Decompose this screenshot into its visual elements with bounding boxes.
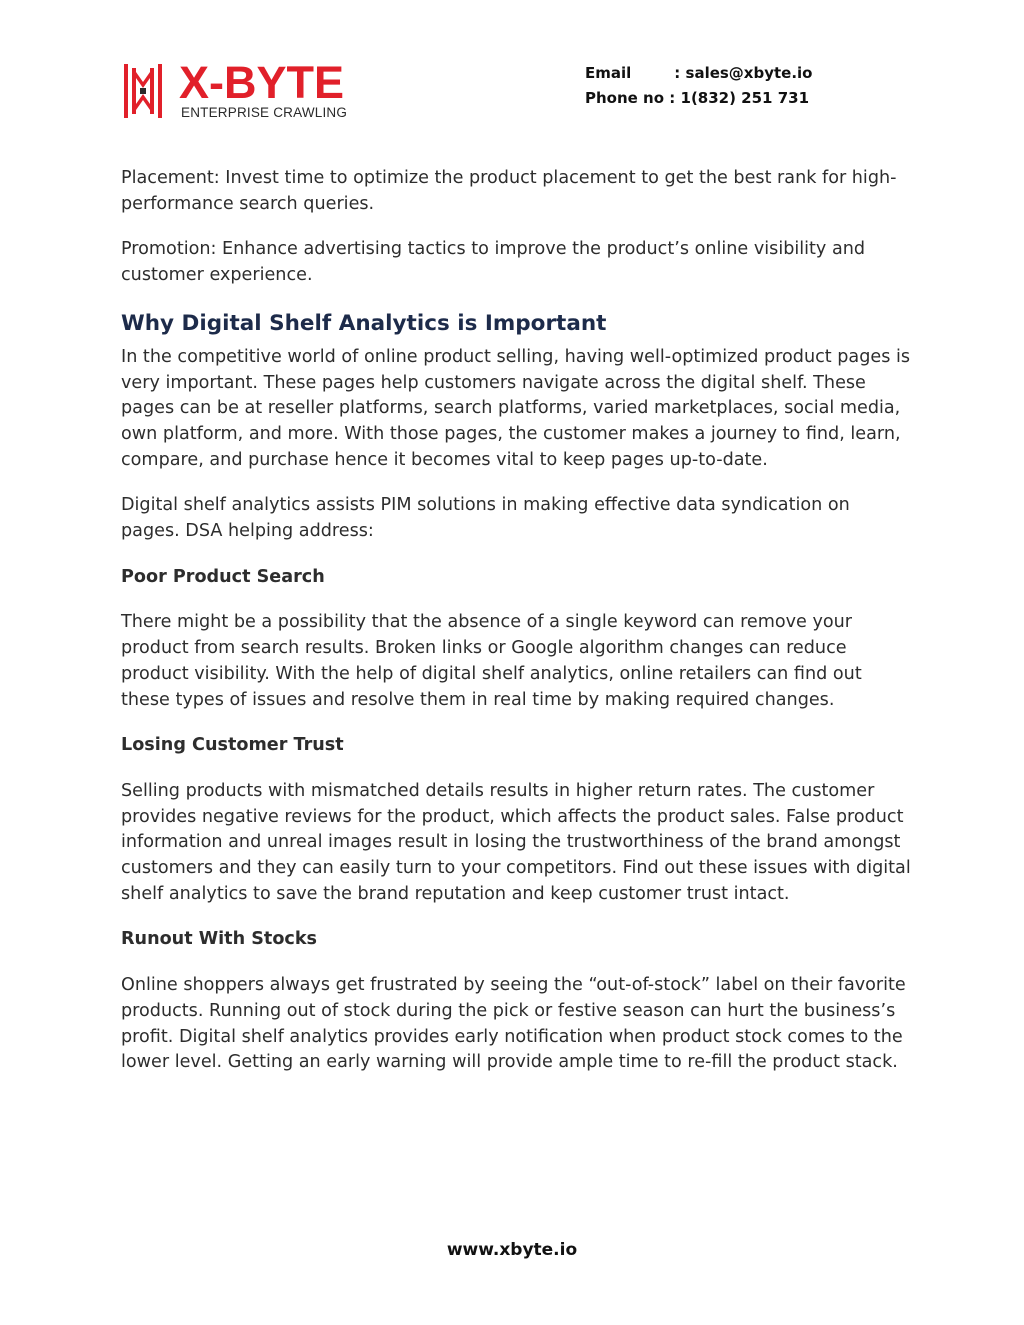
section-heading: Why Digital Shelf Analytics is Important [121,310,607,336]
paragraph-placement: Placement: Invest time to optimize the product placement to get the best rank for high-performance search queries. [121,168,897,214]
paragraph-losing-customer-trust: Selling products with mismatched details results in higher return rates. The customer provides negative reviews for the product, which affects the product sales. False product information and unreal images result in losing the trustworthiness of the brand amongst customers and they can easily turn to your competitors. Find out these issues with digital shelf analytics to save the brand reputation and keep customer trust intact. [121,780,911,904]
paragraph-promotion: Promotion: Enhance advertising tactics to improve the product’s online visibility and customer experience. [121,239,866,286]
xbyte-logo-mark-icon [121,60,165,122]
subheading-poor-product-search: Poor Product Search [121,566,325,587]
phone-value: : 1(832) 251 731 [669,89,810,107]
logo-wordmark: X-BYTE [179,57,345,108]
email-label: Email [585,64,632,82]
document-body [121,166,911,1096]
email-value: : sales@xbyte.io [674,64,813,82]
email-row [585,61,813,86]
logo-tagline: ENTERPRISE CRAWLING [181,105,348,120]
paragraph-runout-with-stocks: Online shoppers always get frustrated by seeing the “out-of-stock” label on their favorite products. Running out of stock during the pick or festive season can hurt the business’s profit. Digital shelf analytics provides early notification when product stock comes to the lower level. Getting an early warning will provide ample time to re-fill the product stack. [121,975,906,1073]
footer-website-link[interactable]: www.xbyte.io [446,1240,578,1260]
contact-info [585,61,813,111]
phone-row [585,86,813,111]
subheading-runout-with-stocks: Runout With Stocks [121,929,318,950]
phone-label: Phone no [585,89,665,107]
paragraph-intro: In the competitive world of online product selling, having well-optimized product pages is very important. These pages help customers navigate across the digital shelf. These pages can be at reseller platforms, search platforms, varied marketplaces, social media, own platform, and more. With those pages, the customer makes a journey to find, learn, compare, and purchase hence it becomes vital to keep pages up-to-date. [121,346,911,470]
subheading-losing-customer-trust: Losing Customer Trust [121,735,344,756]
paragraph-dsa: Digital shelf analytics assists PIM solutions in making effective data syndication on pages. DSA helping address: [121,495,850,542]
paragraph-poor-product-search: There might be a possibility that the absence of a single keyword can remove your product from search results. Broken links or Google algorithm changes can reduce product visibility. With the help of digital shelf analytics, online retailers can find out these types of issues and resolve them in real time by making required changes. [121,612,862,710]
xbyte-logo [121,57,361,124]
